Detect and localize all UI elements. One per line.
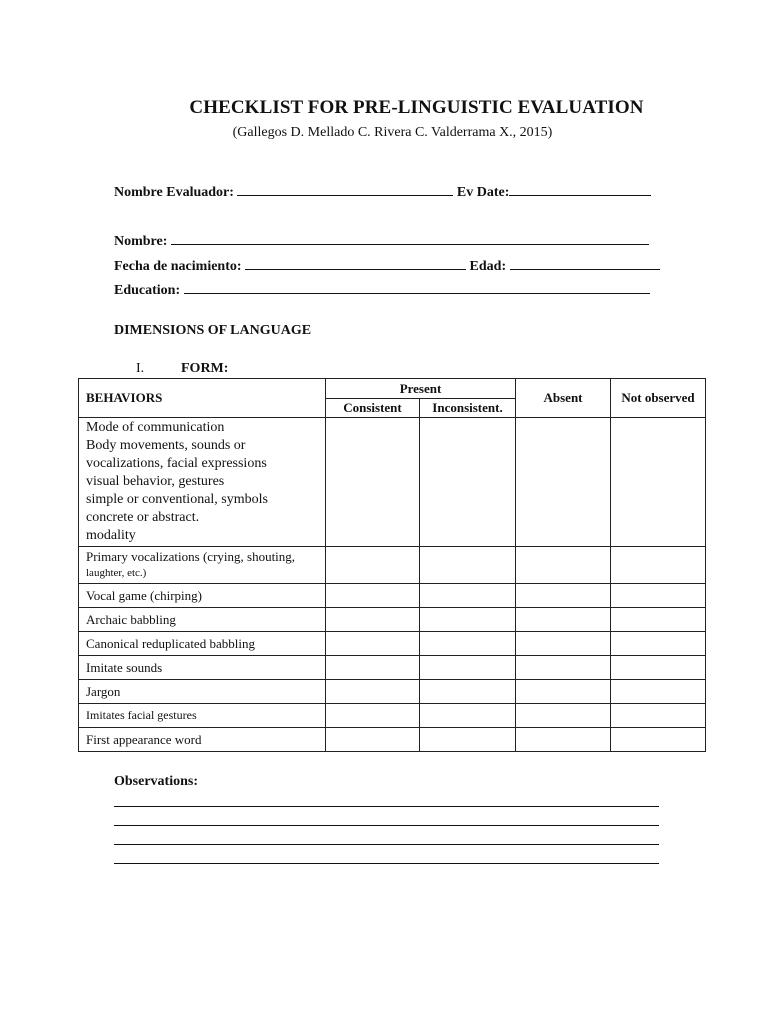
inconsistent-cell[interactable] [420, 584, 516, 608]
table-row [79, 632, 706, 656]
behavior-label: Jargon [79, 680, 326, 704]
evaluator-name-field[interactable] [237, 182, 453, 196]
table-row [79, 656, 706, 680]
behavior-line: Primary vocalizations (crying, shouting, [86, 549, 296, 564]
table-row [79, 418, 706, 547]
observation-line[interactable] [114, 844, 659, 845]
behavior-label [79, 418, 326, 547]
observation-line[interactable] [114, 863, 659, 864]
behavior-label: Imitate sounds [79, 656, 326, 680]
name-field[interactable] [171, 231, 649, 245]
behavior-line: Mode of communication [86, 420, 225, 435]
age-label: Edad: [469, 259, 507, 274]
behaviors-table [78, 378, 706, 752]
absent-cell[interactable] [516, 656, 611, 680]
behavior-line: modality [86, 528, 136, 543]
behavior-label [79, 547, 326, 584]
birth-date-label: Fecha de nacimiento: [114, 259, 242, 274]
not-observed-cell[interactable] [611, 608, 706, 632]
header-behaviors: BEHAVIORS [79, 379, 326, 418]
not-observed-cell[interactable] [611, 656, 706, 680]
page-title: CHECKLIST FOR PRE-LINGUISTIC EVALUATION [189, 97, 644, 118]
absent-cell[interactable] [516, 632, 611, 656]
behavior-label: Archaic babbling [79, 608, 326, 632]
table-row [79, 704, 706, 728]
behavior-line: simple or conventional, symbols [86, 492, 268, 507]
table-row [79, 680, 706, 704]
absent-cell[interactable] [516, 547, 611, 584]
inconsistent-cell[interactable] [420, 608, 516, 632]
age-field[interactable] [510, 256, 660, 270]
evaluator-label: Nombre Evaluador: [114, 185, 234, 200]
absent-cell[interactable] [516, 584, 611, 608]
education-field[interactable] [184, 280, 650, 294]
not-observed-cell[interactable] [611, 584, 706, 608]
observation-line[interactable] [114, 806, 659, 807]
behavior-label: Imitates facial gestures [79, 704, 326, 728]
consistent-cell[interactable] [326, 728, 420, 752]
not-observed-cell[interactable] [611, 418, 706, 547]
inconsistent-cell[interactable] [420, 704, 516, 728]
behavior-label: Vocal game (chirping) [79, 584, 326, 608]
consistent-cell[interactable] [326, 418, 420, 547]
header-inconsistent: Inconsistent. [420, 399, 516, 418]
table-row [79, 728, 706, 752]
inconsistent-cell[interactable] [420, 680, 516, 704]
not-observed-cell[interactable] [611, 680, 706, 704]
behavior-line: laughter, etc.) [86, 567, 147, 579]
table-row [79, 608, 706, 632]
inconsistent-cell[interactable] [420, 632, 516, 656]
not-observed-cell[interactable] [611, 704, 706, 728]
consistent-cell[interactable] [326, 584, 420, 608]
consistent-cell[interactable] [326, 704, 420, 728]
consistent-cell[interactable] [326, 680, 420, 704]
absent-cell[interactable] [516, 680, 611, 704]
section-title: DIMENSIONS OF LANGUAGE [114, 323, 312, 338]
citation-subtitle: (Gallegos D. Mellado C. Rivera C. Valderrama X., 2015) [232, 125, 553, 140]
inconsistent-cell[interactable] [420, 547, 516, 584]
not-observed-cell[interactable] [611, 728, 706, 752]
behavior-line: vocalizations, facial expressions [86, 456, 267, 471]
header-not-observed: Not observed [611, 379, 706, 418]
ev-date-label: Ev Date: [456, 185, 510, 200]
absent-cell[interactable] [516, 704, 611, 728]
behavior-line: visual behavior, gestures [86, 474, 225, 489]
not-observed-cell[interactable] [611, 547, 706, 584]
consistent-cell[interactable] [326, 547, 420, 584]
behavior-line: concrete or abstract. [86, 510, 200, 525]
inconsistent-cell[interactable] [420, 728, 516, 752]
table-row [79, 547, 706, 584]
consistent-cell[interactable] [326, 656, 420, 680]
name-row [114, 231, 649, 250]
birth-row [114, 256, 660, 275]
not-observed-cell[interactable] [611, 632, 706, 656]
evaluator-row [114, 182, 651, 201]
behavior-line: Body movements, sounds or [86, 438, 246, 453]
education-row [114, 280, 650, 299]
ev-date-field[interactable] [509, 182, 651, 196]
header-consistent: Consistent [326, 399, 420, 418]
absent-cell[interactable] [516, 418, 611, 547]
absent-cell[interactable] [516, 728, 611, 752]
consistent-cell[interactable] [326, 608, 420, 632]
inconsistent-cell[interactable] [420, 656, 516, 680]
header-absent: Absent [516, 379, 611, 418]
name-label: Nombre: [114, 234, 168, 249]
birth-date-field[interactable] [245, 256, 466, 270]
education-label: Education: [114, 283, 181, 298]
subsection-label: FORM: [181, 361, 229, 376]
observation-line[interactable] [114, 825, 659, 826]
subsection-numeral: I. [136, 361, 145, 376]
absent-cell[interactable] [516, 608, 611, 632]
observations-label: Observations: [114, 774, 198, 789]
inconsistent-cell[interactable] [420, 418, 516, 547]
behavior-label: First appearance word [79, 728, 326, 752]
table-row [79, 584, 706, 608]
behavior-label: Canonical reduplicated babbling [79, 632, 326, 656]
header-present: Present [326, 379, 516, 399]
consistent-cell[interactable] [326, 632, 420, 656]
